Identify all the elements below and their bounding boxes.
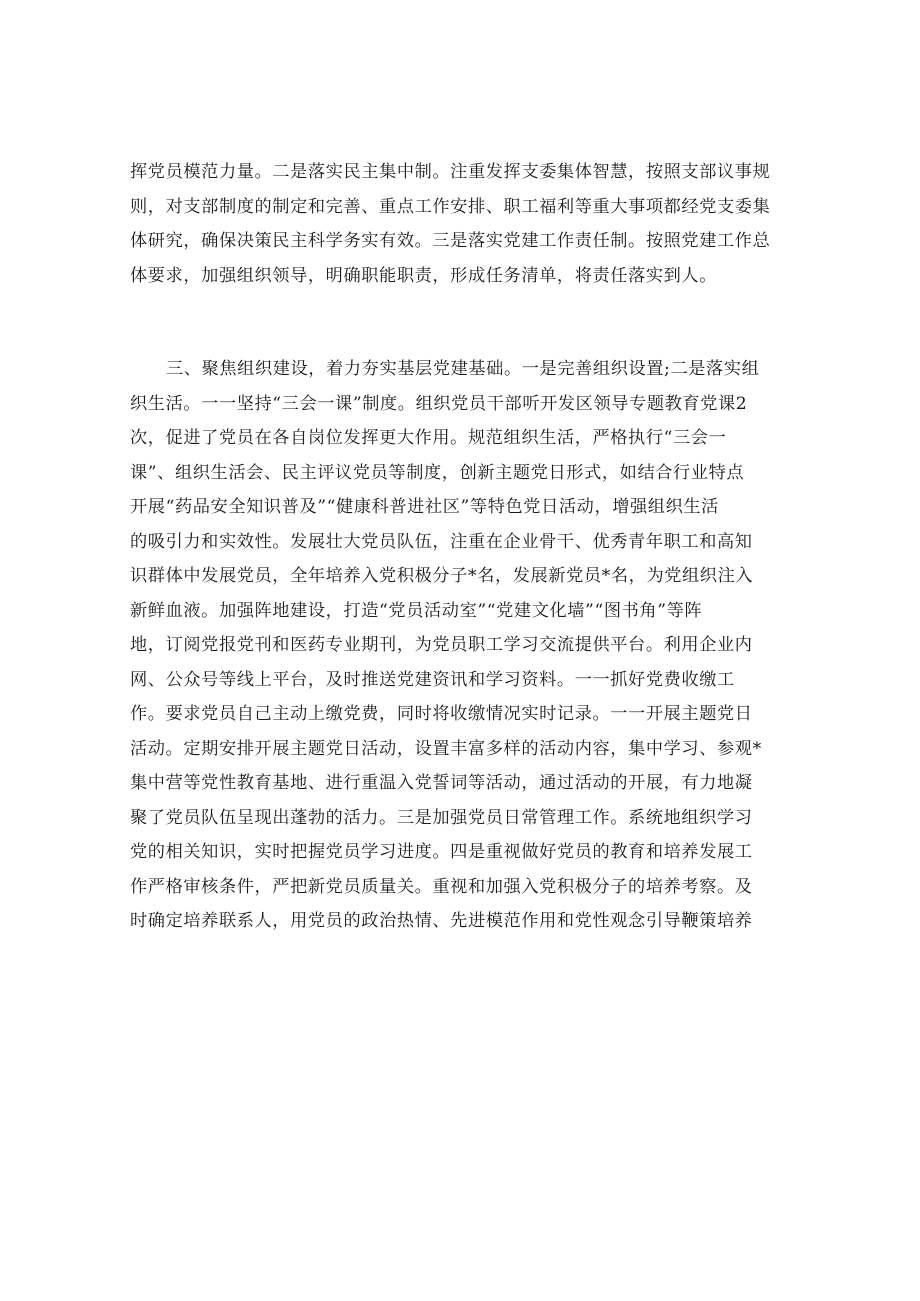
text-line: 网、公众号等线上平台，及时推送党建资讯和学习资料。一一抓好党费收缴工 [130,669,735,690]
text-line: 活动。定期安排开展主题党日活动，设置丰富多样的活动内容，集中学习、参观* [130,738,762,759]
paragraph-democratic-centralism [130,155,790,293]
text-line: 集中营等党性教育基地、进行重温入党誓词等活动，通过活动的开展，有力地凝 [130,773,753,793]
text-line: 课”、组织生活会、民主评议党员等制度，创新主题党日形式，如结合行业特点 [130,462,745,483]
text-line: 作。要求党员自己主动上缴党费，同时将收缴情况实时记录。一一开展主题党日 [130,704,753,724]
text-line: 体研究，确保决策民主科学务实有效。三是落实党建工作责任制。按照党建工作总 [130,231,771,251]
text-line-first: 三、聚焦组织建设，着力夯实基层党建基础。一是完善组织设置;二是落实组 [166,359,760,379]
text-line: 挥党员模范力量。二是落实民主集中制。注重发挥支委集体智慧，按照支部议事规 [130,162,771,182]
text-line: 作严格审核条件，严把新党员质量关。重视和加强入党积极分子的培养考察。及 [130,876,753,897]
text-line: 时确定培养联系人，用党员的政治热情、先进模范作用和党性观念引导鞭策培养 [130,911,753,931]
text-line: 织生活。一一坚持“三会一课”制度。组织党员干部听开发区领导专题教育党课2 [130,393,748,414]
text-line: 的吸引力和实效性。发展壮大党员队伍，注重在企业骨干、优秀青年职工和高知 [130,531,753,552]
text-line: 新鲜血液。加强阵地建设，打造“党员活动室”“党建文化墙”“图书角”等阵 [130,600,703,621]
text-line: 则，对支部制度的制定和完善、重点工作安排、职工福利等重大事项都经党支委集 [130,196,771,217]
text-line: 体要求，加强组织领导，明确职能职责，形成任务清单，将责任落实到人。 [130,265,717,286]
text-line: 聚了党员队伍呈现出蓬勃的活力。三是加强党员日常管理工作。系统地组织学习 [130,807,753,828]
paragraph-organization-building [130,352,790,939]
text-line: 识群体中发展党员，全年培养入党积极分子*名，发展新党员*名，为党组织注入 [130,566,754,586]
text-line: 开展“药品安全知识普及”“健康科普进社区”等特色党日活动，增强组织生活 [130,497,719,517]
text-line: 地，订阅党报党刊和医药专业期刊，为党员职工学习交流提供平台。利用企业内 [130,635,753,655]
text-line: 党的相关知识，实时把握党员学习进度。四是重视做好党员的教育和培养发展工 [130,842,753,862]
text-line: 次，促进了党员在各自岗位发挥更大作用。规范组织生活，严格执行“三会一 [130,428,727,448]
